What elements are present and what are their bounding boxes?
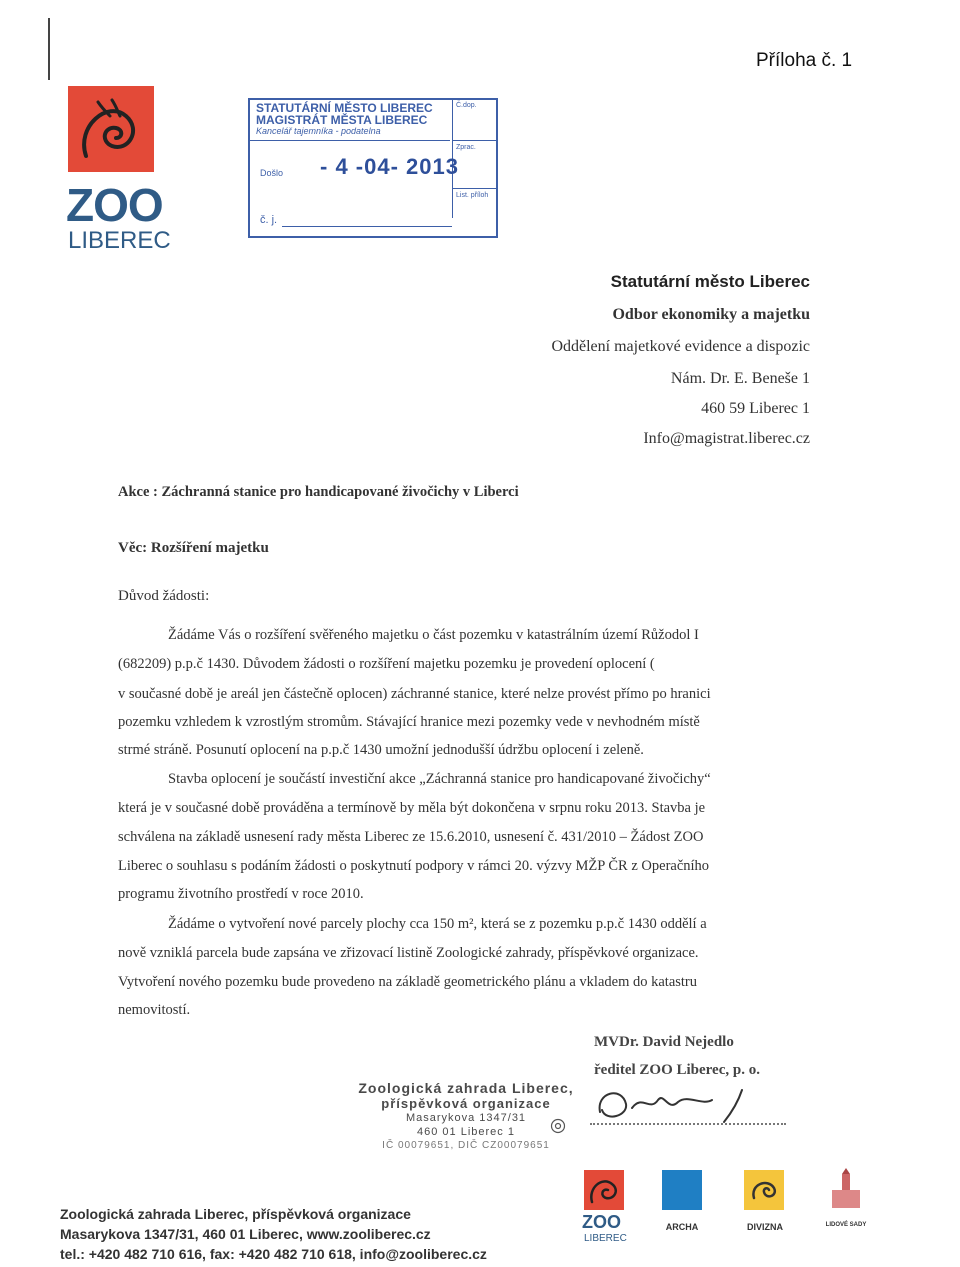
signature-line bbox=[590, 1123, 786, 1125]
signatory-name: MVDr. David Nejedlo bbox=[594, 1034, 734, 1050]
body-line: nemovitostí. bbox=[118, 1002, 191, 1018]
recipient-line5: 460 59 Liberec 1 bbox=[701, 400, 810, 417]
zoo-logo-mark bbox=[68, 86, 154, 172]
stamp-ref-label: č. j. bbox=[260, 214, 278, 226]
org-stamp-line: Zoologická zahrada Liberec, bbox=[358, 1080, 574, 1096]
recipient-line2: Odbor ekonomiky a majetku bbox=[612, 306, 810, 323]
archa-label: ARCHA bbox=[665, 1222, 699, 1232]
body-line: pozemku vzhledem k vzrostlým stromům. Stávající hranice mezi pozemky vede v nevhodném místě bbox=[118, 714, 700, 730]
spiral-animal-icon bbox=[68, 86, 154, 172]
organization-stamp bbox=[356, 1080, 576, 1153]
footer-zoo-text: ZOO bbox=[582, 1212, 621, 1232]
handwritten-signature bbox=[592, 1082, 792, 1128]
body-line: Žádáme Vás o rozšíření svěřeného majetku o část pozemku v katastrálním území Růžodol I bbox=[168, 627, 699, 643]
archa-logo bbox=[662, 1170, 702, 1210]
body-line: Vytvoření nového pozemku bude provedeno na základě geometrického plánu a vkladem do katastru bbox=[118, 974, 698, 990]
action-line: Akce : Záchranná stanice pro handicapované živočichy v Liberci bbox=[118, 484, 519, 500]
footer-zoo-city: LIBEREC bbox=[584, 1233, 627, 1244]
recipient-line1: Statutární město Liberec bbox=[610, 272, 810, 291]
stamp-col3: List. příloh bbox=[456, 192, 489, 199]
divizna-label: DIVIZNA bbox=[747, 1222, 783, 1232]
recipient-email: Info@magistrat.liberec.cz bbox=[643, 430, 810, 447]
body-line: která je v současné době prováděna a termínově by měla být dokončena v srpnu roku 2013. Stavba je bbox=[118, 800, 706, 816]
body-line: schválena na základě usnesení rady města Liberec ze 15.6.2010, usnesení č. 431/2010 – Žádost ZOO bbox=[118, 829, 704, 845]
logo-city-text: LIBEREC bbox=[68, 227, 171, 254]
stamp-line1: STATUTÁRNÍ MĚSTO LIBEREC bbox=[256, 101, 433, 115]
body-line: v současné době je areál jen částečně oplocen) záchranné stanice, které nelze provést přímo po hranici bbox=[118, 686, 711, 702]
org-stamp-line: Masarykova 1347/31 bbox=[405, 1112, 527, 1124]
stamp-line3: Kancelář tajemníka - podatelna bbox=[256, 126, 381, 136]
footer-zoo-logo bbox=[584, 1170, 624, 1210]
org-stamp-line: IČ 00079651, DIČ CZ00079651 bbox=[382, 1140, 550, 1151]
logo-zoo-text: ZOO bbox=[66, 179, 163, 231]
stamp-received-date: - 4 -04- 2013 bbox=[320, 154, 459, 179]
org-stamp-line: 460 01 Liberec 1 bbox=[417, 1126, 515, 1138]
footer-line: tel.: +420 482 710 616, fax: +420 482 710 618, info@zooliberec.cz bbox=[60, 1246, 487, 1262]
stamp-divider bbox=[452, 140, 496, 141]
building-tower-icon bbox=[826, 1168, 866, 1212]
stamp-col1: Č.dop. bbox=[456, 102, 477, 109]
body-line: Žádáme o vytvoření nové parcely plochy cca 150 m², která se z pozemku p.p.č 1430 oddělí a bbox=[168, 916, 707, 932]
stamp-divider bbox=[452, 188, 496, 189]
stamp-line2: MAGISTRÁT MĚSTA LIBEREC bbox=[256, 113, 428, 127]
body-line: programu životního prostředí v roce 2010. bbox=[118, 886, 364, 902]
registry-stamp bbox=[248, 98, 498, 238]
divizna-logo bbox=[744, 1170, 784, 1210]
spiral-animal-icon bbox=[584, 1170, 624, 1210]
stamp-ref-line bbox=[282, 226, 452, 227]
registered-mark-icon bbox=[550, 1118, 566, 1134]
org-stamp-line: příspěvková organizace bbox=[381, 1096, 551, 1111]
margin-line bbox=[48, 18, 50, 80]
body-line: Stavba oplocení je součástí investiční akce „Záchranná stanice pro handicapované živočichy“ bbox=[168, 771, 711, 787]
reason-label: Důvod žádosti: bbox=[118, 588, 210, 604]
appendix-label: Příloha č. 1 bbox=[756, 50, 853, 71]
lidove-sady-label: LIDOVÉ SADY bbox=[825, 1222, 867, 1228]
footer-line: Zoologická zahrada Liberec, příspěvková organizace bbox=[60, 1206, 411, 1222]
subject-line: Věc: Rozšíření majetku bbox=[118, 540, 269, 556]
stamp-received-label: Došlo bbox=[260, 168, 284, 178]
recipient-line4: Nám. Dr. E. Beneše 1 bbox=[670, 370, 810, 387]
body-line: strmé stráně. Posunutí oplocení na p.p.č 1430 umožní jednodušší údržbu oplocení i zeleně. bbox=[118, 742, 644, 758]
signatory-title: ředitel ZOO Liberec, p. o. bbox=[594, 1062, 760, 1078]
recipient-line3: Oddělení majetkové evidence a dispozic bbox=[551, 338, 810, 355]
snail-icon bbox=[744, 1170, 784, 1210]
body-line: (682209) p.p.č 1430. Důvodem žádosti o rozšíření majetku pozemku je provedení oplocení ( bbox=[118, 656, 655, 672]
stamp-divider bbox=[250, 140, 450, 141]
body-line: Liberec o souhlasu s podáním žádosti o poskytnutí podpory v rámci 20. výzvy MŽP ČR z Operačního bbox=[118, 858, 710, 874]
footer-line: Masarykova 1347/31, 460 01 Liberec, www.zooliberec.cz bbox=[60, 1226, 431, 1242]
stamp-col2: Zprac. bbox=[456, 144, 476, 151]
body-line: nově vzniklá parcela bude zapsána ve zřizovací listině Zoologické zahrady, příspěvkové organizace. bbox=[118, 945, 699, 961]
